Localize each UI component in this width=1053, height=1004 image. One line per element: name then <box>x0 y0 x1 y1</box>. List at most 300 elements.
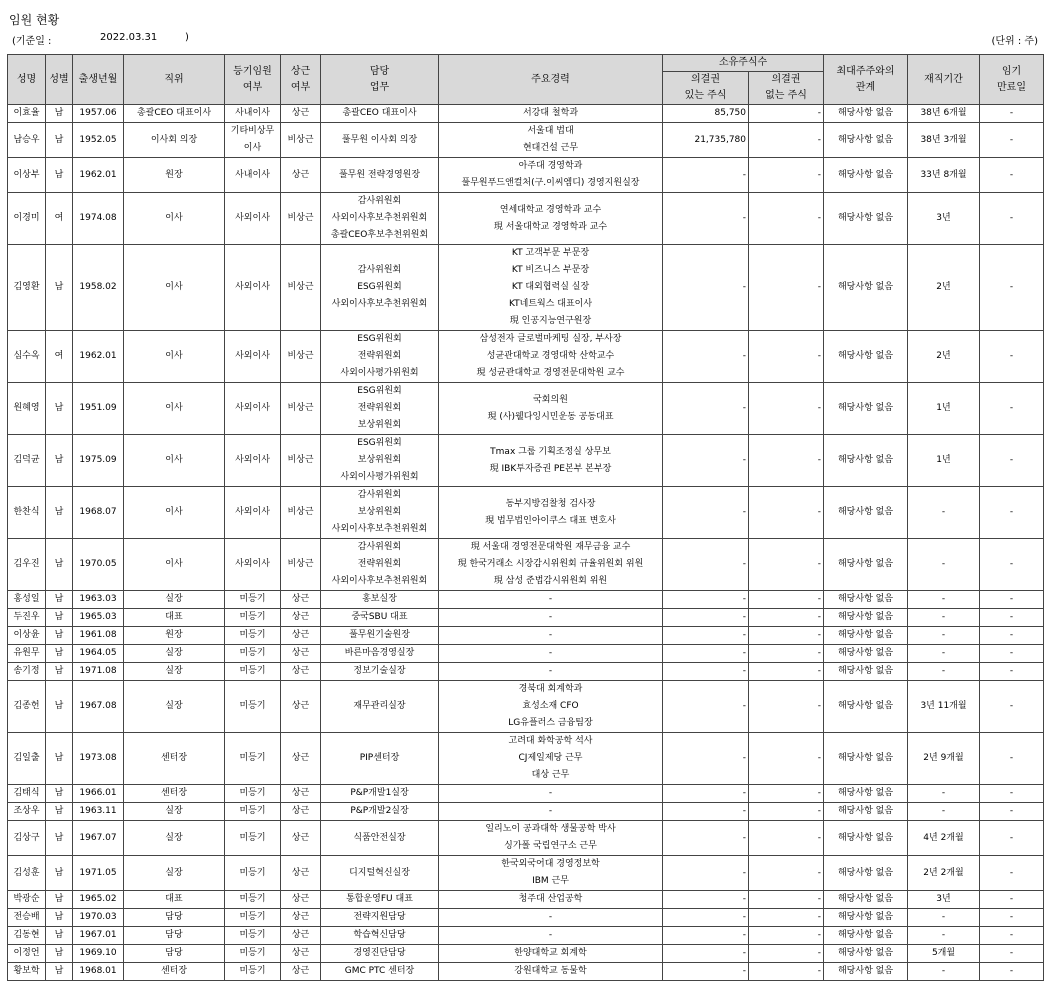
cell-duty-line: ESG위원회 <box>357 438 402 448</box>
cell-career <box>439 435 663 487</box>
cell-fulltime: 상근 <box>281 927 321 945</box>
cell-registered <box>225 158 281 193</box>
cell-term: - <box>980 645 1044 663</box>
cell-name: 이상부 <box>8 158 46 193</box>
cell-voting-shares: - <box>663 609 749 627</box>
cell-nonvoting-shares: - <box>749 591 824 609</box>
cell-duty-line: 보상위원회 <box>357 507 402 517</box>
cell-term: - <box>980 331 1044 383</box>
cell-duty-line: 풀무원 전략경영원장 <box>338 169 421 180</box>
cell-registered-line: 이사 <box>243 143 262 153</box>
cell-career <box>439 681 663 733</box>
cell-gender: 남 <box>46 645 73 663</box>
cell-fulltime: 상근 <box>281 609 321 627</box>
cell-registered <box>225 681 281 733</box>
cell-name: 송기정 <box>8 663 46 681</box>
cell-registered <box>225 539 281 591</box>
cell-career <box>439 591 663 609</box>
cell-fulltime: 상근 <box>281 856 321 891</box>
cell-position: 담당 <box>124 927 225 945</box>
cell-duty <box>321 627 439 645</box>
table-row <box>8 245 1044 331</box>
cell-career-line: 현대건설 근무 <box>522 143 579 153</box>
cell-voting-shares: - <box>663 193 749 245</box>
cell-duty <box>321 435 439 487</box>
cell-registered <box>225 435 281 487</box>
cell-birth: 1967.07 <box>73 821 124 856</box>
cell-voting-shares: - <box>663 663 749 681</box>
cell-fulltime: 비상근 <box>281 435 321 487</box>
cell-registered-line: 미등기 <box>239 948 266 958</box>
cell-tenure: 2년 <box>908 245 980 331</box>
cell-fulltime: 비상근 <box>281 539 321 591</box>
cell-career <box>439 123 663 158</box>
header-term-line: 임기 <box>1001 65 1022 77</box>
basis-date: 2022.03.31 <box>100 32 158 43</box>
cell-career-line: - <box>548 594 553 604</box>
header-tenure: 재직기간 <box>908 55 980 105</box>
cell-career-line: 現 법무법인아이쿠스 대표 변호사 <box>485 515 616 526</box>
cell-gender: 남 <box>46 383 73 435</box>
cell-career-line: 한양대학교 회계학 <box>514 948 587 958</box>
cell-nonvoting-shares: - <box>749 487 824 539</box>
cell-tenure: 5개월 <box>908 945 980 963</box>
cell-term: - <box>980 856 1044 891</box>
cell-career-line: 現 성균관대학교 경영전문대학원 교수 <box>476 368 625 378</box>
cell-term: - <box>980 663 1044 681</box>
cell-fulltime: 비상근 <box>281 123 321 158</box>
cell-relation: 해당사항 없음 <box>824 891 908 909</box>
cell-registered-line: 미등기 <box>239 867 266 878</box>
cell-tenure: 2년 2개월 <box>908 856 980 891</box>
table-row <box>8 663 1044 681</box>
cell-name: 김종헌 <box>8 681 46 733</box>
header-birth: 출생년월 <box>73 55 124 105</box>
cell-career <box>439 945 663 963</box>
cell-birth: 1962.01 <box>73 331 124 383</box>
cell-career-line: 現 서울대 경영전문대학원 재무금융 교수 <box>470 542 631 552</box>
cell-fulltime: 상근 <box>281 158 321 193</box>
table-row <box>8 627 1044 645</box>
cell-position: 센터장 <box>124 785 225 803</box>
cell-term: - <box>980 821 1044 856</box>
cell-registered <box>225 945 281 963</box>
cell-position: 이사 <box>124 245 225 331</box>
table-row <box>8 945 1044 963</box>
cell-registered <box>225 123 281 158</box>
cell-registered <box>225 245 281 331</box>
cell-fulltime: 상근 <box>281 785 321 803</box>
cell-gender: 남 <box>46 105 73 123</box>
cell-duty <box>321 645 439 663</box>
cell-gender: 남 <box>46 591 73 609</box>
header-relation-line: 최대주주와의 <box>836 65 895 77</box>
table-row <box>8 645 1044 663</box>
cell-relation: 해당사항 없음 <box>824 591 908 609</box>
cell-duty-line: 식품안전실장 <box>353 832 406 843</box>
cell-tenure: - <box>908 963 980 981</box>
table-row <box>8 331 1044 383</box>
cell-duty <box>321 909 439 927</box>
cell-birth: 1951.09 <box>73 383 124 435</box>
cell-relation: 해당사항 없음 <box>824 539 908 591</box>
cell-duty-line: P&P개발2실장 <box>350 806 409 816</box>
header-term-line: 만료일 <box>997 81 1026 93</box>
cell-registered <box>225 803 281 821</box>
cell-name: 김동현 <box>8 927 46 945</box>
table-row <box>8 733 1044 785</box>
table-body <box>8 105 1044 981</box>
cell-career <box>439 383 663 435</box>
unit-label: (단위 : 주) <box>991 36 1038 47</box>
cell-name: 두진우 <box>8 609 46 627</box>
header-duty-line: 업무 <box>369 81 390 93</box>
cell-fulltime: 상근 <box>281 105 321 123</box>
cell-duty <box>321 383 439 435</box>
cell-duty <box>321 539 439 591</box>
cell-registered-line: 미등기 <box>239 832 266 843</box>
cell-career-line: KT 비즈니스 부문장 <box>511 265 590 275</box>
cell-nonvoting-shares: - <box>749 803 824 821</box>
cell-registered <box>225 591 281 609</box>
cell-position: 실장 <box>124 663 225 681</box>
cell-name: 조상우 <box>8 803 46 821</box>
cell-gender: 남 <box>46 158 73 193</box>
cell-registered-line: 사내이사 <box>235 108 270 118</box>
cell-name: 김상구 <box>8 821 46 856</box>
cell-voting-shares: - <box>663 856 749 891</box>
cell-term: - <box>980 681 1044 733</box>
cell-career <box>439 627 663 645</box>
cell-name: 박광순 <box>8 891 46 909</box>
cell-position: 실장 <box>124 856 225 891</box>
cell-career <box>439 193 663 245</box>
table-row <box>8 435 1044 487</box>
cell-registered-line: 미등기 <box>239 630 266 640</box>
cell-tenure: 3년 11개월 <box>908 681 980 733</box>
cell-fulltime: 상근 <box>281 821 321 856</box>
cell-name: 유원무 <box>8 645 46 663</box>
cell-name: 홍성일 <box>8 591 46 609</box>
cell-duty <box>321 663 439 681</box>
cell-tenure: - <box>908 927 980 945</box>
cell-career-line: 강원대학교 동물학 <box>514 966 587 976</box>
table-row <box>8 963 1044 981</box>
cell-voting-shares: 21,735,780 <box>663 123 749 158</box>
cell-nonvoting-shares: - <box>749 785 824 803</box>
cell-career-line: 경북대 회계학과 <box>518 684 583 694</box>
cell-relation: 해당사항 없음 <box>824 193 908 245</box>
cell-fulltime: 비상근 <box>281 245 321 331</box>
cell-duty-line: 총괄CEO후보추천위원회 <box>330 230 429 240</box>
cell-fulltime: 상근 <box>281 803 321 821</box>
table-row <box>8 909 1044 927</box>
cell-registered-line: 사내이사 <box>235 169 270 180</box>
cell-voting-shares: - <box>663 331 749 383</box>
cell-birth: 1952.05 <box>73 123 124 158</box>
cell-position: 센터장 <box>124 733 225 785</box>
table-row <box>8 681 1044 733</box>
cell-name: 김덕균 <box>8 435 46 487</box>
cell-voting-shares: - <box>663 435 749 487</box>
cell-position: 이사 <box>124 331 225 383</box>
cell-gender: 남 <box>46 435 73 487</box>
cell-duty-line: 전략위원회 <box>357 351 402 361</box>
cell-duty <box>321 193 439 245</box>
cell-career <box>439 891 663 909</box>
cell-career <box>439 803 663 821</box>
cell-duty-line: 전략위원회 <box>357 559 402 569</box>
cell-voting-shares: - <box>663 963 749 981</box>
cell-nonvoting-shares: - <box>749 821 824 856</box>
cell-gender: 남 <box>46 487 73 539</box>
cell-career-line: 국회의원 <box>533 394 568 405</box>
cell-career-line: 現 (사)웰다잉시민운동 공동대표 <box>487 411 614 422</box>
cell-birth: 1969.10 <box>73 945 124 963</box>
cell-career <box>439 821 663 856</box>
cell-birth: 1967.01 <box>73 927 124 945</box>
cell-birth: 1974.08 <box>73 193 124 245</box>
cell-duty <box>321 487 439 539</box>
cell-career-line: 現 삼성 준법감시위원회 위원 <box>493 576 608 586</box>
cell-name: 김우진 <box>8 539 46 591</box>
header-registered-line: 여부 <box>242 81 263 93</box>
cell-registered-line: 미등기 <box>239 666 266 676</box>
table-row <box>8 193 1044 245</box>
cell-birth: 1963.11 <box>73 803 124 821</box>
cell-registered-line: 사외이사 <box>235 403 270 413</box>
cell-gender: 남 <box>46 609 73 627</box>
cell-duty-line: 풀무원기술원장 <box>349 630 410 640</box>
cell-duty-line: 사외이사후보추천위원회 <box>331 524 428 534</box>
cell-gender: 남 <box>46 245 73 331</box>
cell-tenure: 33년 8개월 <box>908 158 980 193</box>
cell-gender: 남 <box>46 891 73 909</box>
cell-nonvoting-shares: - <box>749 945 824 963</box>
cell-birth: 1970.05 <box>73 539 124 591</box>
cell-duty-line: P&P개발1실장 <box>350 788 409 798</box>
cell-term: - <box>980 123 1044 158</box>
cell-nonvoting-shares: - <box>749 435 824 487</box>
cell-duty-line: 감사위원회 <box>357 542 402 552</box>
cell-duty <box>321 856 439 891</box>
cell-position: 총괄CEO 대표이사 <box>124 105 225 123</box>
cell-term: - <box>980 627 1044 645</box>
cell-gender: 여 <box>46 331 73 383</box>
cell-position: 이사 <box>124 383 225 435</box>
basis-close: ) <box>185 32 189 43</box>
table-row <box>8 821 1044 856</box>
header-shares: 소유주식수 <box>663 55 824 72</box>
cell-position: 이사 <box>124 435 225 487</box>
cell-gender: 남 <box>46 733 73 785</box>
cell-fulltime: 상근 <box>281 945 321 963</box>
header-career: 주요경력 <box>439 55 663 105</box>
cell-registered-line: 사외이사 <box>235 282 270 292</box>
table-row <box>8 539 1044 591</box>
cell-tenure: - <box>908 627 980 645</box>
cell-registered <box>225 193 281 245</box>
cell-voting-shares: - <box>663 627 749 645</box>
cell-career-line: 한국외국어대 경영정보학 <box>501 859 600 869</box>
header-gender: 성별 <box>46 55 73 105</box>
cell-birth: 1968.07 <box>73 487 124 539</box>
header-term <box>980 55 1044 105</box>
cell-nonvoting-shares: - <box>749 123 824 158</box>
cell-career-line: 싱가폴 국립연구소 근무 <box>504 841 597 851</box>
cell-gender: 남 <box>46 909 73 927</box>
table-row <box>8 856 1044 891</box>
header-fulltime-line: 여부 <box>290 81 311 93</box>
cell-voting-shares: - <box>663 245 749 331</box>
cell-voting-shares: - <box>663 487 749 539</box>
cell-duty-line: 경영진단담당 <box>353 948 406 958</box>
cell-relation: 해당사항 없음 <box>824 856 908 891</box>
header-voting-line: 의결권 <box>691 74 720 85</box>
cell-career <box>439 539 663 591</box>
header-nonvoting-line: 없는 주식 <box>765 90 807 101</box>
cell-career <box>439 487 663 539</box>
cell-fulltime: 상근 <box>281 963 321 981</box>
cell-relation: 해당사항 없음 <box>824 645 908 663</box>
cell-tenure: - <box>908 663 980 681</box>
cell-voting-shares: - <box>663 733 749 785</box>
cell-career-line: IBM 근무 <box>532 876 569 886</box>
cell-gender: 남 <box>46 663 73 681</box>
cell-career-line: CJ제일제당 근무 <box>518 753 583 763</box>
cell-birth: 1971.05 <box>73 856 124 891</box>
cell-registered <box>225 663 281 681</box>
cell-nonvoting-shares: - <box>749 733 824 785</box>
header-relation <box>824 55 908 105</box>
cell-tenure: 1년 <box>908 383 980 435</box>
cell-career <box>439 909 663 927</box>
cell-fulltime: 상근 <box>281 591 321 609</box>
cell-nonvoting-shares: - <box>749 681 824 733</box>
cell-duty <box>321 331 439 383</box>
cell-registered-line: 미등기 <box>239 594 266 604</box>
cell-career <box>439 645 663 663</box>
cell-career-line: KT 고객부문 부문장 <box>511 248 590 258</box>
cell-duty-line: ESG위원회 <box>357 334 402 344</box>
cell-career-line: 삼성전자 글로벌마케팅 실장, 부사장 <box>479 334 622 344</box>
cell-career <box>439 663 663 681</box>
cell-name: 김성훈 <box>8 856 46 891</box>
cell-term: - <box>980 733 1044 785</box>
cell-nonvoting-shares: - <box>749 158 824 193</box>
cell-voting-shares: - <box>663 681 749 733</box>
cell-voting-shares: - <box>663 927 749 945</box>
cell-name: 원혜영 <box>8 383 46 435</box>
cell-registered <box>225 383 281 435</box>
table-row <box>8 927 1044 945</box>
cell-career <box>439 245 663 331</box>
cell-gender: 남 <box>46 539 73 591</box>
cell-registered <box>225 645 281 663</box>
cell-birth: 1962.01 <box>73 158 124 193</box>
basis-date-line <box>12 32 189 47</box>
cell-duty-line: 총괄CEO 대표이사 <box>342 108 417 118</box>
cell-relation: 해당사항 없음 <box>824 927 908 945</box>
cell-nonvoting-shares: - <box>749 383 824 435</box>
cell-career-line: 現 서울대학교 경영학과 교수 <box>493 221 608 232</box>
cell-duty <box>321 123 439 158</box>
cell-position: 이사 <box>124 193 225 245</box>
table-row <box>8 891 1044 909</box>
cell-relation: 해당사항 없음 <box>824 909 908 927</box>
cell-registered-line: 미등기 <box>239 701 266 711</box>
cell-registered <box>225 891 281 909</box>
cell-duty-line: 사외이사후보추천위원회 <box>331 213 428 223</box>
cell-duty <box>321 963 439 981</box>
cell-career <box>439 331 663 383</box>
cell-birth: 1967.08 <box>73 681 124 733</box>
cell-duty <box>321 927 439 945</box>
cell-registered-line: 사외이사 <box>235 559 270 569</box>
cell-name: 이정언 <box>8 945 46 963</box>
cell-term: - <box>980 193 1044 245</box>
cell-registered <box>225 331 281 383</box>
cell-duty-line: 감사위원회 <box>357 196 402 206</box>
cell-voting-shares: - <box>663 539 749 591</box>
cell-name: 남승우 <box>8 123 46 158</box>
cell-tenure: - <box>908 645 980 663</box>
cell-registered-line: 사외이사 <box>235 351 270 361</box>
cell-birth: 1961.08 <box>73 627 124 645</box>
cell-relation: 해당사항 없음 <box>824 245 908 331</box>
cell-relation: 해당사항 없음 <box>824 627 908 645</box>
cell-duty <box>321 158 439 193</box>
cell-tenure: - <box>908 803 980 821</box>
cell-gender: 남 <box>46 627 73 645</box>
cell-relation: 해당사항 없음 <box>824 158 908 193</box>
cell-relation: 해당사항 없음 <box>824 733 908 785</box>
cell-career-line: 동부지방검찰청 검사장 <box>505 498 596 509</box>
cell-career-line: 서울대 법대 <box>527 126 574 136</box>
cell-duty-line: 홍보실장 <box>362 594 397 604</box>
cell-position: 이사회 의장 <box>124 123 225 158</box>
table-header <box>8 55 1044 105</box>
cell-duty-line: 재무관리실장 <box>353 701 406 711</box>
cell-duty <box>321 821 439 856</box>
cell-name: 이경미 <box>8 193 46 245</box>
cell-duty-line: 전략지원담당 <box>353 912 406 922</box>
cell-gender: 남 <box>46 963 73 981</box>
header-relation-line: 관계 <box>855 81 876 93</box>
cell-career-line: 現 IBK투자증권 PE본부 본부장 <box>489 463 612 474</box>
cell-career-line: - <box>548 930 553 940</box>
cell-term: - <box>980 383 1044 435</box>
cell-career-line: - <box>548 788 553 798</box>
cell-voting-shares: - <box>663 785 749 803</box>
cell-duty-line: 디지털혁신실장 <box>349 867 410 878</box>
cell-tenure: - <box>908 609 980 627</box>
cell-nonvoting-shares: - <box>749 645 824 663</box>
cell-fulltime: 비상근 <box>281 487 321 539</box>
cell-relation: 해당사항 없음 <box>824 105 908 123</box>
cell-registered-line: 사외이사 <box>235 455 270 465</box>
header-voting-line: 있는 주식 <box>684 90 727 101</box>
cell-gender: 남 <box>46 803 73 821</box>
cell-career-line: - <box>548 806 553 816</box>
cell-relation: 해당사항 없음 <box>824 487 908 539</box>
cell-duty-line: 사외이사평가위원회 <box>340 368 419 378</box>
cell-career-line: KT네트웍스 대표이사 <box>508 299 593 309</box>
cell-duty <box>321 891 439 909</box>
cell-relation: 해당사항 없음 <box>824 945 908 963</box>
cell-birth: 1971.08 <box>73 663 124 681</box>
cell-relation: 해당사항 없음 <box>824 123 908 158</box>
